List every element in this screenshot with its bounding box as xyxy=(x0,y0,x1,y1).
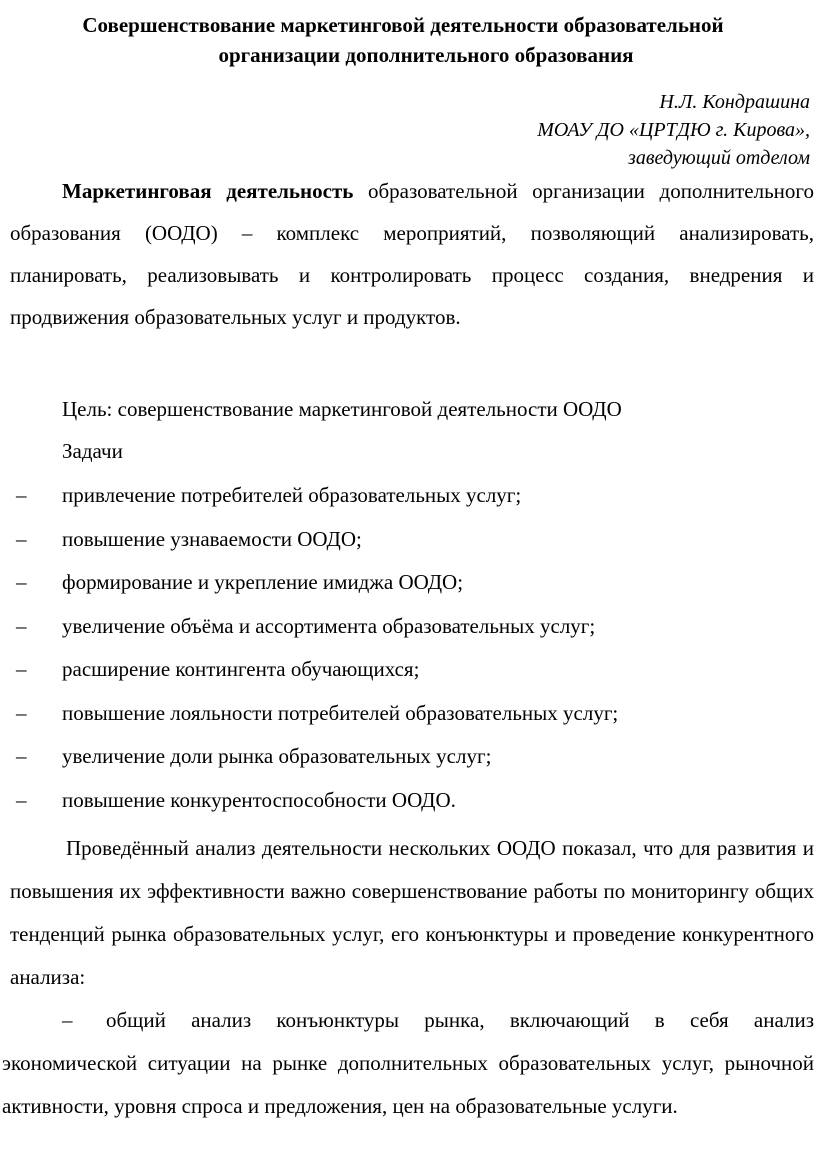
list-item xyxy=(0,522,816,566)
dash-bullet: – xyxy=(16,613,27,638)
author-block xyxy=(537,88,810,172)
dash-bullet: – xyxy=(16,526,27,551)
intro-term: Маркетинговая деятельность xyxy=(62,179,354,203)
task-text: повышение лояльности потребителей образовательных услуг; xyxy=(62,700,619,725)
list-item xyxy=(0,739,816,783)
list-item xyxy=(0,783,816,827)
task-text: повышение узнаваемости ООДО; xyxy=(62,526,362,551)
dash-bullet: – xyxy=(16,483,27,507)
list-item xyxy=(0,478,816,522)
list-item xyxy=(0,609,816,653)
dash-bullet: – xyxy=(16,570,27,594)
task-text: расширение контингента обучающихся; xyxy=(62,657,420,681)
list-item xyxy=(0,696,816,740)
task-text: увеличение объёма и ассортимента образовательных услуг; xyxy=(62,613,596,638)
dash-bullet: – xyxy=(16,657,27,681)
title-line-1: Совершенствование маркетинговой деятельности образовательной xyxy=(82,13,724,37)
title-line-2: организации дополнительного образования xyxy=(218,43,634,67)
dash-bullet: – xyxy=(16,700,27,725)
list-item xyxy=(0,565,816,609)
dash-bullet: – xyxy=(62,1008,73,1032)
task-text: привлечение потребителей образовательных услуг; xyxy=(62,483,522,507)
analysis-item-text: общий анализ конъюнктуры рынка, включающий в себя анализ экономической ситуации на рынке дополнительных образовательных услуг, рыночной активности, уровня спроса и предложения, цен на образовательные услуги. xyxy=(2,1008,814,1118)
tasks-heading: Задачи xyxy=(62,439,123,463)
analysis-item xyxy=(2,999,814,1128)
goal-line: Цель: совершенствование маркетинговой деятельности ООДО xyxy=(62,397,622,421)
task-text: повышение конкурентоспособности ООДО. xyxy=(62,787,456,812)
dash-bullet: – xyxy=(16,787,27,812)
intro-paragraph xyxy=(10,170,814,338)
author-position: заведующий отделом xyxy=(628,147,810,169)
author-name: Н.Л. Кондрашина xyxy=(659,91,810,113)
list-item xyxy=(0,652,816,696)
article-title xyxy=(0,10,816,70)
task-text: формирование и укрепление имиджа ООДО; xyxy=(62,570,464,594)
intro-text: образовательной организации дополнительного образования (ООДО) – комплекс мероприятий, позволяющий анализировать, планировать, реализовывать и контролировать процесс создания, внедрения и продвижения образовательных услуг и продуктов. xyxy=(10,179,814,329)
author-organization: МОАУ ДО «ЦРТДЮ г. Кирова», xyxy=(537,119,810,141)
task-text: увеличение доли рынка образовательных услуг; xyxy=(62,744,492,768)
analysis-paragraph: Проведённый анализ деятельности нескольких ООДО показал, что для развития и повышения их эффективности важно совершенствование работы по мониторингу общих тенденций рынка образовательных услуг, его конъюнктуры и проведение конкурентного анализа: xyxy=(10,836,814,989)
tasks-list xyxy=(0,478,816,826)
dash-bullet: – xyxy=(16,744,27,768)
